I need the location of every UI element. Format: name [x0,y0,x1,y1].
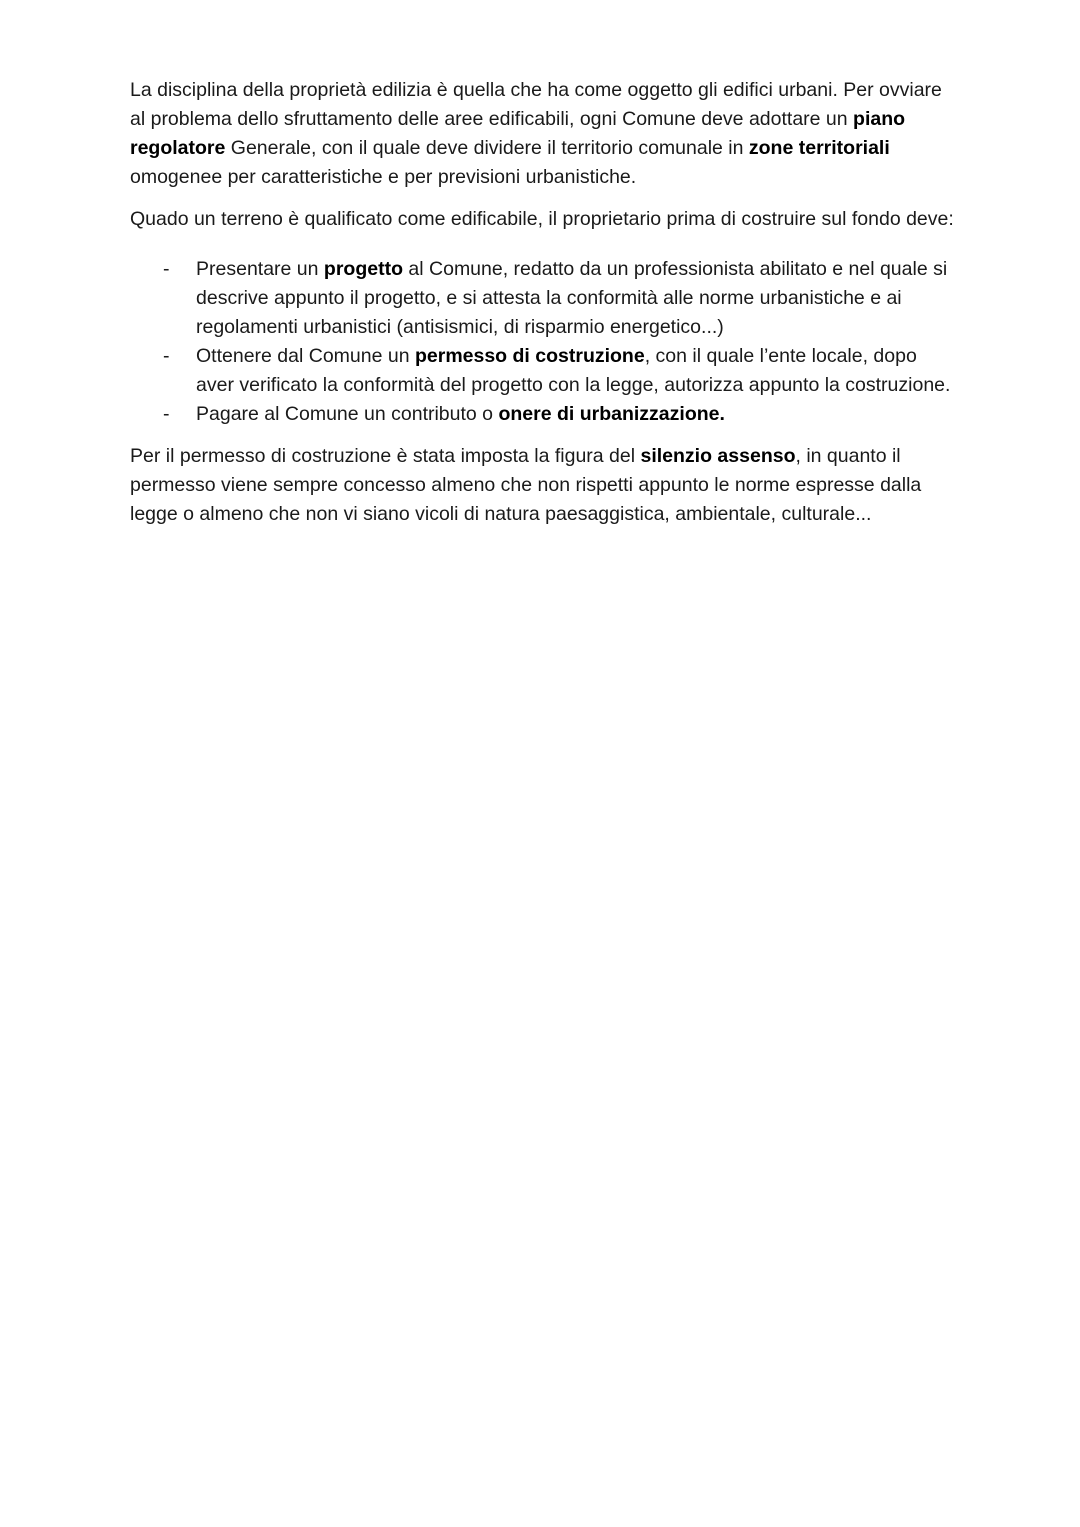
list-item [130,255,960,342]
bold-term-zone-territoriali: zone territoriali [748,137,890,159]
bold-term-permesso-di-costruzione: permesso di costruzione [414,345,645,367]
text-span: Quado un terreno è qualificato come edificabile, il proprietario prima di costruire sul fondo deve: [130,208,954,230]
list-item [130,400,960,429]
bullet-dash: - [163,258,170,280]
text-span: omogenee per caratteristiche e per previsioni urbanistiche. [130,166,637,188]
bold-term-silenzio-assenso: silenzio assenso [640,445,796,467]
document-page [130,76,960,542]
bold-term-piano-regolatore: piano regolatore [130,108,906,159]
bold-term-progetto: progetto [323,258,403,280]
requirements-list [130,255,960,429]
text-span: Presentare un [196,258,324,280]
paragraph-silenzio-assenso [130,442,960,529]
text-span: Per il permesso di costruzione è stata imposta la figura del [130,445,641,467]
text-span: Generale, con il quale deve dividere il territorio comunale in [225,137,749,159]
text-span: La disciplina della proprietà edilizia è quella che ha come oggetto gli edifici urbani. Per ovviare al problema dello sfruttamento delle aree edificabili, ogni Comune deve adottare un [130,79,942,130]
bold-term-onere-di-urbanizzazione: onere di urbanizzazione. [498,403,725,425]
text-span: , in quanto il permesso viene sempre concesso almeno che non rispetti appunto le norme espresse dalla legge o almeno che non vi siano vicoli di natura paesaggistica, ambientale, culturale... [130,445,922,525]
list-item [130,342,960,400]
paragraph-edificabile [130,205,960,234]
paragraph-intro [130,76,960,192]
bullet-dash: - [163,403,170,425]
bullet-dash: - [163,345,170,367]
text-span: Ottenere dal Comune un [196,345,415,367]
text-span: , con il quale l’ente locale, dopo aver verificato la conformità del progetto con la legge, autorizza appunto la costruzione. [196,345,951,396]
text-span: Pagare al Comune un contributo o [196,403,499,425]
text-span: al Comune, redatto da un professionista abilitato e nel quale si descrive appunto il progetto, e si attesta la conformità alle norme urbanistiche e ai regolamenti urbanistici (antisismici, di risparmio energetico...) [196,258,948,338]
